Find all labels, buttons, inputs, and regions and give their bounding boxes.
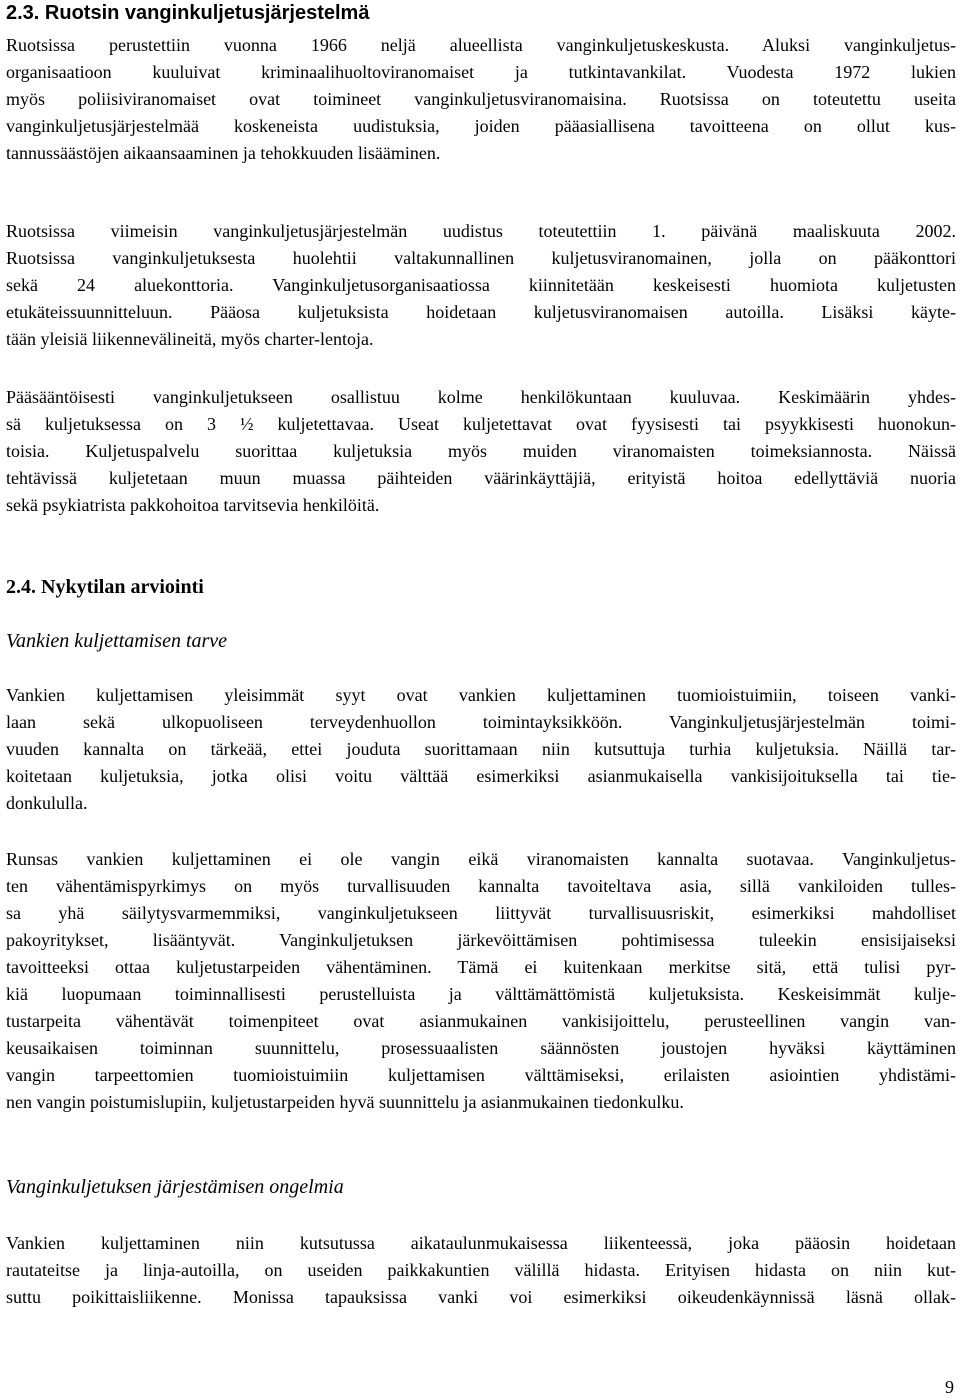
paragraph-line: sekä psykiatrista pakkohoitoa tarvitsevia henkilöitä.	[6, 495, 380, 515]
paragraph-3	[6, 384, 956, 519]
paragraph-line: tään yleisiä liikennevälineitä, myös charter-lentoja.	[6, 329, 374, 349]
paragraph-line: sa yhä säilytysvarmemmiksi, vanginkuljetukseen liittyvät turvallisuusriskit, esimerkiksi mahdolliset	[6, 903, 956, 923]
page-number: 9	[945, 1377, 954, 1397]
paragraph-line: tavoitteeksi ottaa kuljetustarpeiden vähentäminen. Tämä ei kuitenkaan merkitse sitä, että tulisi pyr-	[6, 957, 956, 977]
paragraph-line: Ruotsissa perustettiin vuonna 1966 neljä alueellista vanginkuljetuskeskusta. Aluksi vanginkuljetus-	[6, 35, 956, 55]
paragraph-line: koitetaan kuljetuksia, jotka olisi voitu välttää esimerkiksi asianmukaisella vankisijoituksella tai tie-	[6, 766, 956, 786]
paragraph-line: Ruotsissa vanginkuljetuksesta huolehtii valtakunnallinen kuljetusviranomainen, jolla on pääkonttori	[6, 248, 956, 268]
paragraph-2	[6, 218, 956, 353]
paragraph-line: rautateitse ja linja-autoilla, on useiden paikkakuntien välillä hidasta. Erityisen hidasta on niin kut-	[6, 1260, 956, 1280]
paragraph-line: sä kuljetuksessa on 3 ½ kuljetettavaa. Useat kuljetettavat ovat fyysisesti tai psyykkisesti huonokun-	[6, 414, 956, 434]
paragraph-line: vuuden kannalta on tärkeää, ettei jouduta suorittamaan niin kutsuttuja turhia kuljetuksia. Näillä tar-	[6, 739, 956, 759]
paragraph-line: vangin tarpeettomien tuomioistuimiin kuljettamisen välttämiseksi, erilaisten asiointien yhdistämi-	[6, 1065, 956, 1085]
paragraph-line: Runsas vankien kuljettaminen ei ole vangin eikä viranomaisten kannalta suotavaa. Vanginkuljetus-	[6, 849, 956, 869]
paragraph-line: etukäteissuunnitteluun. Pääosa kuljetuksista hoidetaan kuljetusviranomaisen autoilla. Lisäksi käyte-	[6, 302, 956, 322]
subheading-kuljettamisen-tarve: Vankien kuljettamisen tarve	[6, 630, 228, 652]
paragraph-line: tannussäästöjen aikaansaaminen ja tehokkuuden lisääminen.	[6, 143, 441, 163]
paragraph-5	[6, 846, 956, 1116]
subheading-jarjestamisen-ongelmia: Vanginkuljetuksen järjestämisen ongelmia	[6, 1176, 344, 1198]
paragraph-4	[6, 682, 956, 817]
paragraph-line: tehtävissä kuljetetaan muun muassa päihteiden väärinkäyttäjiä, erityistä hoitoa edellyttäviä nuoria	[6, 468, 956, 488]
paragraph-line: laan sekä ulkopuoliseen terveydenhuollon toimintayksikköön. Vanginkuljetusjärjestelmän toimi-	[6, 712, 956, 732]
paragraph-line: Vankien kuljettamisen yleisimmät syyt ovat vankien kuljettaminen tuomioistuimiin, toiseen vanki-	[6, 685, 956, 705]
paragraph-6	[6, 1230, 956, 1311]
paragraph-line: Pääsääntöisesti vanginkuljetukseen osallistuu kolme henkilökuntaan kuuluvaa. Keskimäärin yhdes-	[6, 387, 956, 407]
paragraph-line: pakoyritykset, lisääntyvät. Vanginkuljetuksen järkevöittämisen pohtimisessa tuleekin ensisijaiseksi	[6, 930, 956, 950]
paragraph-line: Vankien kuljettaminen niin kutsutussa aikataulunmukaisessa liikenteessä, joka pääosin hoidetaan	[6, 1233, 956, 1253]
paragraph-line: Ruotsissa viimeisin vanginkuljetusjärjestelmän uudistus toteutettiin 1. päivänä maaliskuuta 2002.	[6, 221, 956, 241]
paragraph-line: myös poliisiviranomaiset ovat toimineet vanginkuljetusviranomaisina. Ruotsissa on toteutettu useita	[6, 89, 956, 109]
section-heading-2-4: 2.4. Nykytilan arviointi	[6, 576, 204, 598]
paragraph-line: keusaikaisen toiminnan suunnittelu, prosessuaalisten säännösten joustojen hyväksi käyttäminen	[6, 1038, 956, 1058]
section-heading-2-3: 2.3. Ruotsin vanginkuljetusjärjestelmä	[6, 2, 370, 24]
paragraph-line: organisaatioon kuuluivat kriminaalihuoltoviranomaiset ja tutkintavankilat. Vuodesta 1972 lukien	[6, 62, 956, 82]
paragraph-line: kiä luopumaan toiminnallisesti perustelluista ja välttämättömistä kuljetuksista. Keskeisimmät kulje-	[6, 984, 956, 1004]
paragraph-line: sekä 24 aluekonttoria. Vanginkuljetusorganisaatiossa kiinnitetään keskeisesti huomiota kuljetusten	[6, 275, 956, 295]
paragraph-line: suttu poikittaisliikenne. Monissa tapauksissa vanki voi esimerkiksi oikeudenkäynnissä läsnä ollak-	[6, 1287, 956, 1307]
paragraph-line: ten vähentämispyrkimys on myös turvallisuuden kannalta tavoiteltava asia, sillä vankiloiden tulles-	[6, 876, 956, 896]
paragraph-line: vanginkuljetusjärjestelmää koskeneista uudistuksia, joiden pääasiallisena tavoitteena on ollut kus-	[6, 116, 956, 136]
paragraph-line: toisia. Kuljetuspalvelu suorittaa kuljetuksia myös muiden viranomaisten toimeksiannosta. Näissä	[6, 441, 956, 461]
paragraph-line: donkululla.	[6, 793, 88, 813]
paragraph-line: nen vangin poistumislupiin, kuljetustarpeiden hyvä suunnittelu ja asianmukainen tiedonkulku.	[6, 1092, 684, 1112]
paragraph-1	[6, 32, 956, 167]
paragraph-line: tustarpeita vähentävät toimenpiteet ovat asianmukainen vankisijoittelu, perusteellinen vangin van-	[6, 1011, 956, 1031]
